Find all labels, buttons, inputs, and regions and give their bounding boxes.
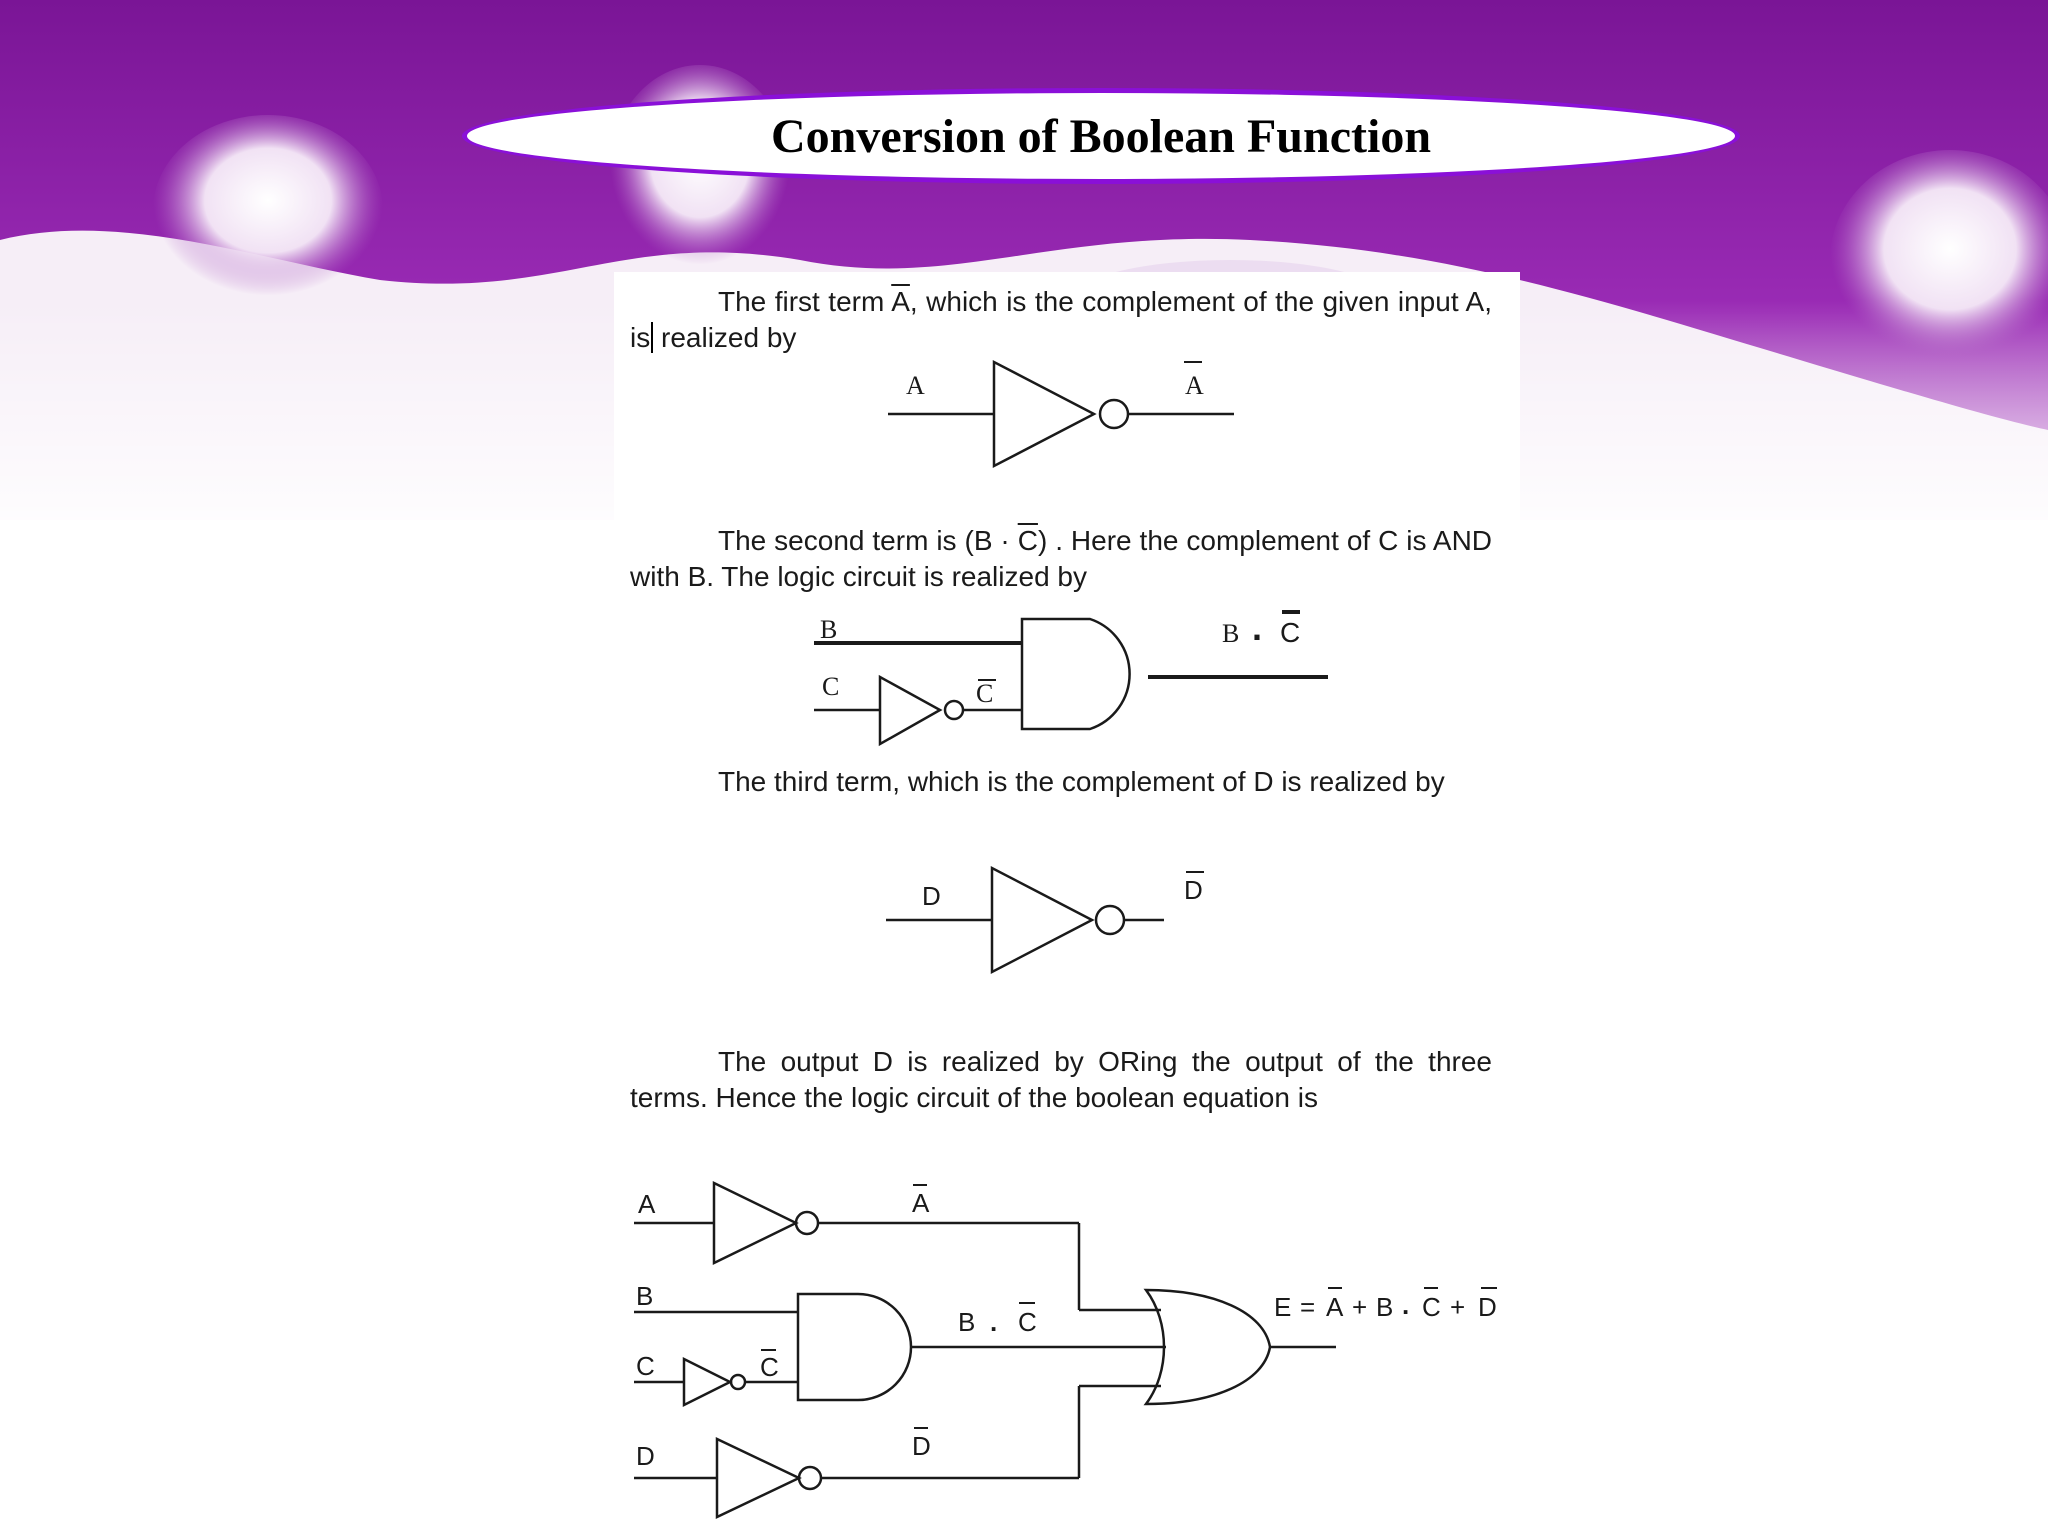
title-banner: [462, 88, 1740, 184]
water-drop-left: [153, 115, 383, 305]
diagram-not-a: [888, 362, 1234, 466]
svg-text:D: D: [1478, 1292, 1497, 1322]
page-title: Conversion of Boolean Function: [770, 109, 1432, 163]
diagram1-input-label: A: [906, 371, 925, 400]
diagram3-output-label: D: [1184, 875, 1203, 905]
or-gate: [1146, 1290, 1270, 1404]
not-gate: [880, 677, 940, 744]
inversion-bubble: [799, 1467, 821, 1489]
circuit-input-b: B: [636, 1281, 654, 1311]
diagram-b-and-not-c: [814, 619, 1328, 744]
content-page: [614, 272, 1520, 1536]
not-gate: [994, 362, 1094, 466]
diagram2-label-not-c: C: [976, 679, 994, 708]
logic-diagrams: [614, 272, 1520, 1536]
circuit-not-c-label: C: [760, 1352, 779, 1382]
overline-c: $\overline{C}$: [1017, 525, 1038, 556]
circuit-and-b: B: [958, 1307, 976, 1337]
svg-text:+: +: [1352, 1292, 1368, 1322]
not-gate-c: [684, 1359, 730, 1405]
circuit-not-d-label: D: [912, 1431, 931, 1461]
svg-text:=: =: [1300, 1292, 1316, 1322]
paragraph-output: The output D is realized by ORing the output of the three terms. Hence the logic circuit of the boolean equation is: [630, 1046, 1492, 1113]
svg-text:.: .: [1402, 1290, 1410, 1320]
paragraph-second-term: The second term is $(B \cdot \overline{C})$ . Here the complement of C is AND with B. The logic circuit is realized by: [630, 525, 1493, 592]
diagram1-output-label: A: [1185, 371, 1204, 400]
circuit-not-a-label: A: [912, 1188, 930, 1218]
inversion-bubble: [796, 1212, 818, 1234]
overline-a: $\overline{A}$: [891, 286, 910, 317]
svg-text:B: B: [1376, 1292, 1394, 1322]
inversion-bubble: [945, 701, 963, 719]
svg-text:+: +: [1450, 1292, 1466, 1322]
diagram2-output-c: C: [1280, 617, 1301, 648]
inversion-bubble: [731, 1375, 745, 1389]
and-gate: [1022, 619, 1130, 729]
diagram2-label-c: C: [822, 672, 840, 701]
circuit-and-c: C: [1018, 1307, 1037, 1337]
paragraph-third-term: The third term, which is the complement of D is realized by: [718, 766, 1445, 797]
not-gate-a: [714, 1183, 796, 1263]
diagram-full-circuit: [634, 1183, 1336, 1517]
svg-text:A: A: [1326, 1292, 1344, 1322]
diagram3-input-label: D: [922, 881, 941, 911]
paragraph-first-term: The first term $\overline{A}$, which is the complement of the given input A, is realized by: [630, 286, 1492, 353]
diagram2-output-b: B: [1222, 619, 1240, 648]
inversion-bubble: [1100, 400, 1128, 428]
diagram2-label-b: B: [820, 615, 838, 644]
boolean-equation: [1274, 1290, 1497, 1322]
svg-text:C: C: [1422, 1292, 1441, 1322]
not-gate-d: [717, 1439, 799, 1517]
circuit-input-d: D: [636, 1441, 655, 1471]
diagram2-output-dot: .: [1252, 607, 1263, 648]
circuit-input-a: A: [638, 1189, 656, 1219]
not-gate: [992, 868, 1092, 972]
and-gate: [798, 1294, 911, 1400]
circuit-input-c: C: [636, 1351, 655, 1381]
inversion-bubble: [1096, 906, 1124, 934]
circuit-and-dot: .: [990, 1307, 998, 1337]
overline-bars: [761, 362, 1497, 1428]
svg-text:E: E: [1274, 1292, 1292, 1322]
